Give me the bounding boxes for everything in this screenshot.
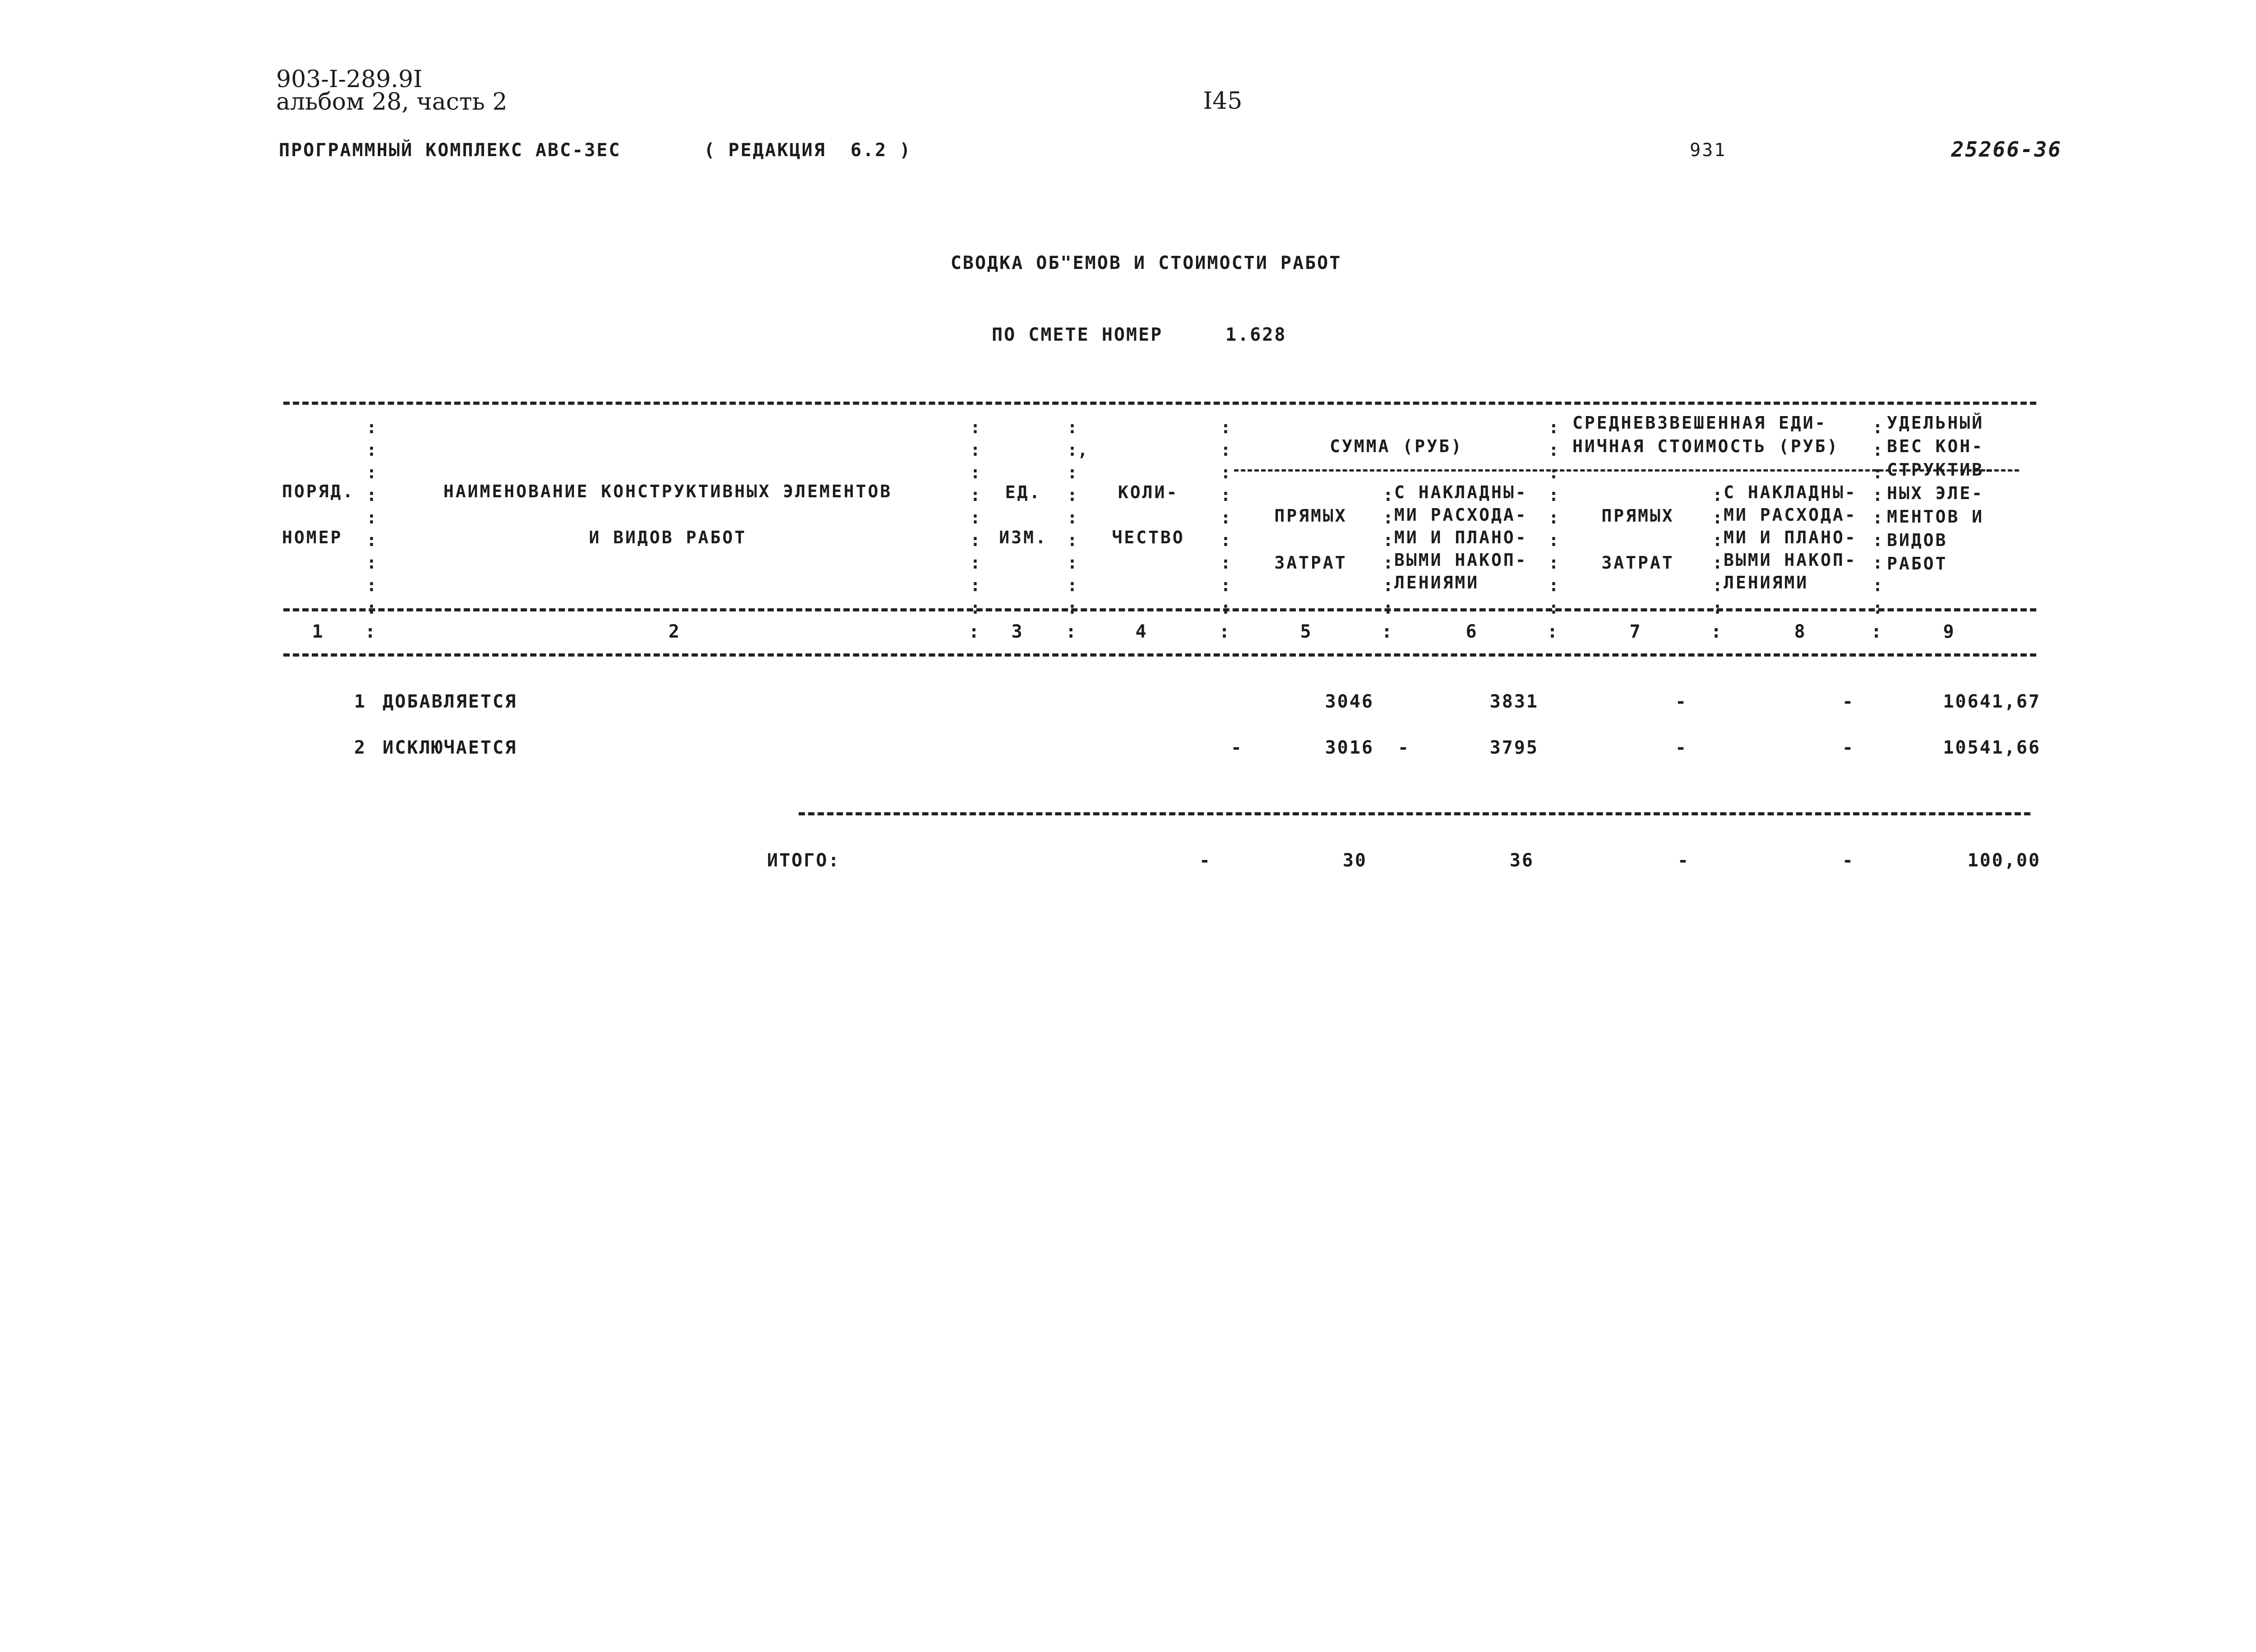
column-number: 9 — [1943, 621, 1956, 642]
total-avg-overhead: - — [1842, 850, 1854, 871]
col8-header-line2: МИ РАСХОДА- — [1724, 505, 1857, 525]
col4-header-line2: ЧЕСТВО — [1112, 528, 1185, 547]
row-name: ДОБАВЛЯЕТСЯ — [383, 691, 517, 712]
column-separator: : : : : : : — [1712, 485, 1723, 618]
row-avg-overhead: - — [1842, 737, 1854, 758]
column-number: 5 — [1300, 621, 1313, 642]
col9-header-line2: ВЕС КОН- — [1887, 436, 1984, 456]
estimate-number-label: ПО СМЕТЕ НОМЕР — [992, 324, 1163, 345]
total-label: ИТОГО: — [767, 850, 841, 871]
column-separator: : : : : : : — [1549, 485, 1559, 618]
column-separator: : — [1065, 621, 1078, 642]
col1-header-line2: НОМЕР — [282, 528, 343, 547]
total-direct-sum: 30 — [1342, 850, 1367, 871]
col3-header-line2: ИЗМ. — [999, 528, 1048, 547]
col2-header-line1: НАИМЕНОВАНИЕ КОНСТРУКТИВНЫХ ЭЛЕМЕНТОВ — [443, 481, 892, 501]
column-number: 7 — [1629, 621, 1642, 642]
column-number: 2 — [668, 621, 681, 642]
column-separator: : — [1710, 621, 1723, 642]
column-separator: : : : : : : : : : — [970, 417, 980, 618]
col8-header-line5: ЛЕНИЯМИ — [1724, 573, 1809, 592]
avg-cost-group-header-line2: НИЧНАЯ СТОИМОСТЬ (РУБ) — [1572, 436, 1840, 456]
column-number: 3 — [1011, 621, 1024, 642]
header-bottom-rule — [283, 608, 2036, 611]
col5-header-line1: ПРЯМЫХ — [1274, 506, 1347, 526]
col9-header-line5: МЕНТОВ И — [1887, 507, 1984, 527]
col8-header-line4: ВЫМИ НАКОП- — [1724, 550, 1857, 570]
avg-cost-group-header-line1: СРЕДНЕВЗВЕШЕННАЯ ЕДИ- — [1572, 413, 1827, 433]
col8-header-line1: С НАКЛАДНЫ- — [1724, 482, 1857, 502]
col6-header-line3: МИ И ПЛАНО- — [1394, 528, 1528, 547]
program-name: ПРОГРАММНЫЙ КОМПЛЕКС АВС-3ЕС — [279, 140, 621, 161]
column-separator: : — [1219, 621, 1231, 642]
album-reference: альбом 28, часть 2 — [276, 88, 508, 116]
document-code: 903-I-289.9I — [276, 66, 423, 93]
column-separator: : : : : : : : : : — [1872, 417, 1883, 618]
col1-header-line1: ПОРЯД. — [282, 481, 355, 501]
row-overhead-sign: - — [1397, 737, 1410, 758]
col4-header-line1: КОЛИ- — [1118, 482, 1179, 502]
row-avg-direct: - — [1675, 737, 1687, 758]
estimate-number: 1.628 — [1225, 324, 1287, 345]
row-avg-overhead: - — [1842, 691, 1854, 712]
total-rule — [799, 812, 2030, 815]
column-number: 4 — [1135, 621, 1148, 642]
total-specific-weight: 100,00 — [1967, 850, 2041, 871]
col7-header-line1: ПРЯМЫХ — [1601, 506, 1674, 526]
sum-group-header: СУММА (РУБ) — [1330, 436, 1463, 456]
column-separator: : :, : : : : : : : — [1067, 417, 1088, 618]
table-top-rule — [283, 402, 2036, 405]
column-separator: : — [1381, 621, 1394, 642]
row-direct-sum: 3046 — [1325, 691, 1374, 712]
col9-header-line7: РАБОТ — [1887, 554, 1948, 574]
column-number: 8 — [1794, 621, 1807, 642]
row-avg-direct: - — [1675, 691, 1687, 712]
sheet-code: 931 — [1690, 140, 1727, 161]
col5-header-line2: ЗАТРАТ — [1274, 553, 1347, 573]
column-separator: : : : : : : — [1383, 485, 1393, 618]
column-separator: : — [968, 621, 981, 642]
col8-header-line3: МИ И ПЛАНО- — [1724, 528, 1857, 547]
column-separator: : — [1547, 621, 1559, 642]
column-separator: : — [1871, 621, 1883, 642]
row-number: 2 — [354, 737, 366, 758]
col6-header-line4: ВЫМИ НАКОП- — [1394, 550, 1528, 570]
column-number: 6 — [1465, 621, 1478, 642]
col2-header-line2: И ВИДОВ РАБОТ — [589, 528, 747, 547]
program-edition: ( РЕДАКЦИЯ 6.2 ) — [704, 140, 912, 161]
column-separator: : : : — [1549, 417, 1559, 482]
col6-header-line1: С НАКЛАДНЫ- — [1394, 482, 1528, 502]
column-separator: : : : : : : : : : — [366, 417, 377, 618]
row-specific-weight: 10641,67 — [1943, 691, 2041, 712]
column-separator: : : : : : : : : : — [1220, 417, 1231, 618]
col7-header-line2: ЗАТРАТ — [1601, 553, 1674, 573]
col9-header-line3: СТРУКТИВ- — [1887, 460, 1996, 480]
col9-header-line6: ВИДОВ — [1887, 530, 1948, 550]
row-specific-weight: 10541,66 — [1943, 737, 2041, 758]
row-overhead-sum: 3795 — [1489, 737, 1539, 758]
column-number: 1 — [312, 621, 324, 642]
row-direct-sum: 3016 — [1325, 737, 1374, 758]
col9-header-line4: НЫХ ЭЛЕ- — [1887, 483, 1984, 503]
page-number: I45 — [1203, 88, 1243, 115]
col6-header-line2: МИ РАСХОДА- — [1394, 505, 1528, 525]
row-number: 1 — [354, 691, 366, 712]
col9-header-line1: УДЕЛЬНЫЙ — [1887, 413, 1984, 433]
col3-header-line1: ЕД. — [1005, 482, 1042, 502]
total-direct-sign: - — [1199, 850, 1211, 871]
column-separator: : — [365, 621, 377, 642]
total-overhead-sum: 36 — [1509, 850, 1534, 871]
row-name: ИСКЛЮЧАЕТСЯ — [383, 737, 517, 758]
summary-title: СВОДКА ОБ"ЕМОВ И СТОИМОСТИ РАБОТ — [950, 253, 1342, 273]
total-avg-direct: - — [1677, 850, 1690, 871]
col6-header-line5: ЛЕНИЯМИ — [1394, 573, 1479, 592]
row-overhead-sum: 3831 — [1489, 691, 1539, 712]
handwritten-reference: 25266-36 — [1951, 137, 2062, 162]
row-direct-sign: - — [1230, 737, 1243, 758]
column-numbers-rule — [283, 653, 2036, 657]
